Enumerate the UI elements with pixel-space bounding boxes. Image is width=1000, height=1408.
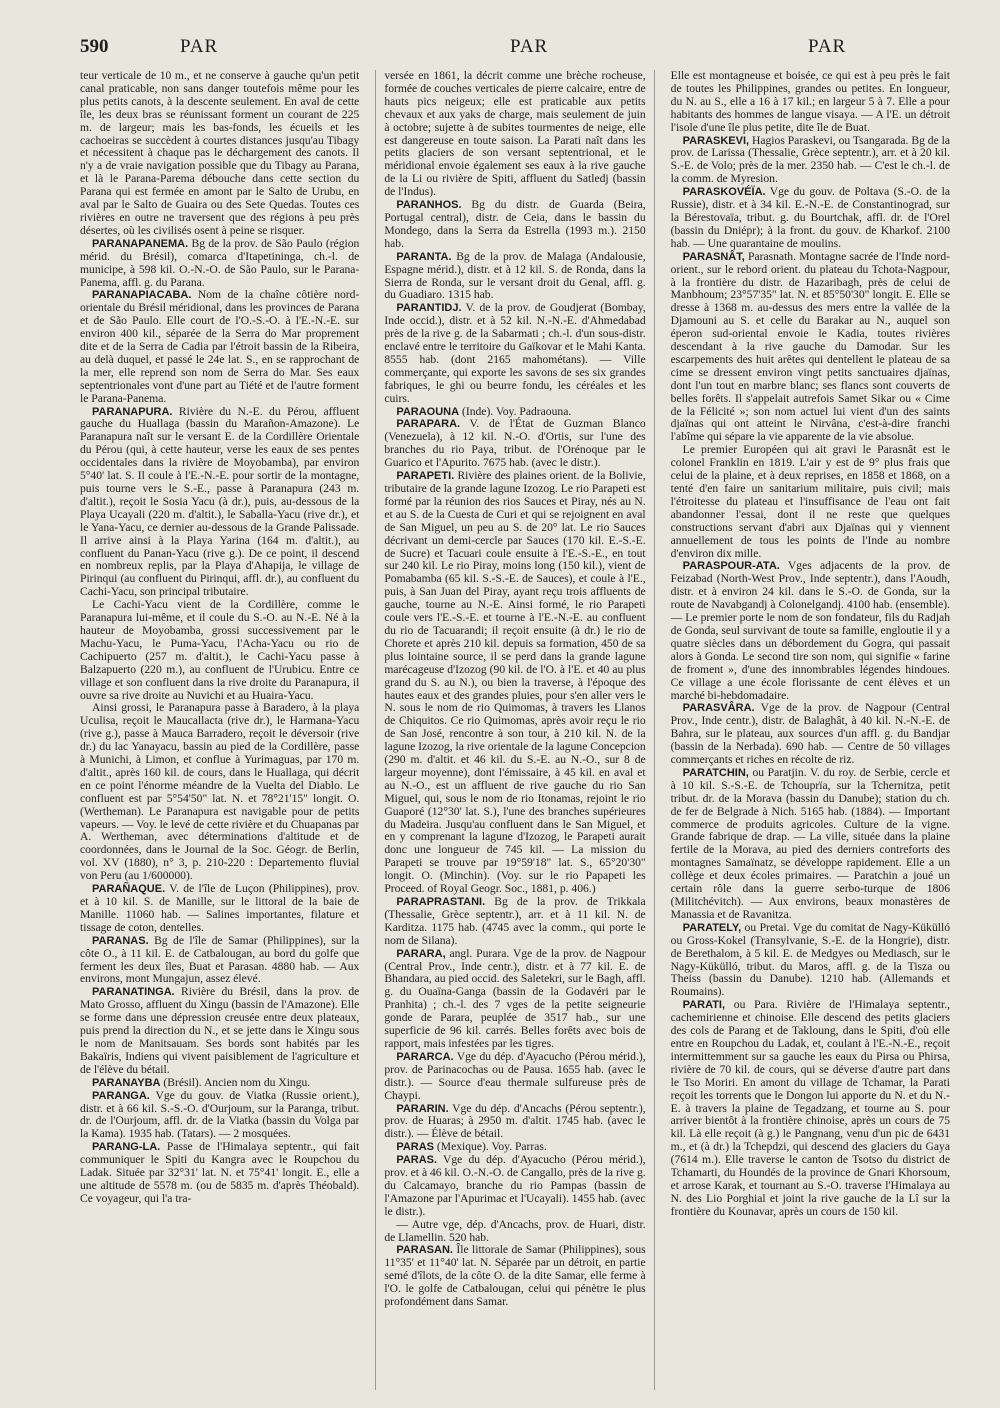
- column-left: [80, 70, 359, 1390]
- entry-headword: PARANTA.: [396, 250, 452, 263]
- entry-text: Nom de la chaîne côtière nord-orientale du Brésil méridional, dans les provinces de Parana et de São Paulo. Elle court de l'O.-S.-O. à l'E.-N.-E. sur environ 400 kil., séparée de la Serra do Mar proprement dite et de la Serra de Cadia par l'étroit bassin de la Ribeira, au delà duquel, et passé le 24e lat. S., en se rapprochant de la mer, elle reprend son nom de Serra do Mar. Ses eaux septentrionales vont d'une part au Tiété et de l'autre forment le Parana-Panema.: [80, 288, 360, 405]
- dictionary-entry: [671, 70, 950, 135]
- entry-text: V. de la prov. de Goudjerat (Bombay, Inde occid.), distr. et à 52 kil. N.-N.-E. d'Ahmedabad près de la rive g. de la Sabarmati ; ch.-l. d'un sous-distr. enclavé entre le territoire du Gaïkovar et le Mahi Kanta. 8555 hab. (dont 2165 mahométans). — Ville commerçante, qui exporte les savons de ses six grandes fabriques, le ghi ou beurre fondu, les céréales et les cuirs.: [384, 301, 646, 405]
- entry-text: versée en 1861, la décrit comme une brèche rocheuse, formée de couches verticales de pierre calcaire, entre de hauts pics neigeux; elle est praticable aux petits chevaux et aux yaks de charge, mais seulement de juin à octobre; sujette à de subites tourmentes de neige, elle est dangereuse en toute saison. La Parati naît dans les petits glaciers de son versant septentrional, et le méridional envoie également ses eaux à la rive gauche de la Li ou rivière de Spiti, affluent du Satledj (bassin de l'Indus).: [384, 70, 646, 199]
- entry-text: V. de l'île de Luçon (Philippines), prov. et à 10 kil. S. de Manille, sur le littoral de la baie de Manille. 11060 hab. — Salines importantes, filature et tissage de coton, dentelles.: [80, 882, 360, 934]
- dictionary-entry: [80, 1141, 359, 1206]
- dictionary-entry: [80, 599, 359, 702]
- column-middle: [375, 70, 654, 1390]
- entry-text: Le premier Européen qui ait gravi le Parasnât est le colonel Franklin en 1819. L'air y est de 9° plus frais que celui de la plaine, et à deux reprises, en 1858 et 1868, on a tenté d'en faire un sanitarium militaire, puis civil; mais l'étroitesse du plateau et l'insuffisance de l'eau ont fait abandonner l'essai, dont il ne reste que quelques constructions servant d'abri aux Djaïnas qui y viennent annuellement de tous les points de l'Inde au nombre d'environ dix mille.: [670, 443, 950, 560]
- entry-headword: PARAPETI.: [396, 470, 455, 483]
- entry-headword: PARANAS.: [92, 934, 149, 947]
- dictionary-entry: [384, 1051, 645, 1103]
- dictionary-entry: [384, 896, 645, 948]
- entry-headword: PARANAPURA.: [92, 405, 173, 418]
- entry-text: (Mexique). Voy. Parras.: [434, 1140, 547, 1154]
- entry-text: Passe de l'Himalaya septentr., qui fait communiquer le Spiti du Kangra avec le Roupchou du Ladak. Située par 32°31' lat. N. et 75°41' longit. E., elle a une altitude de 5578 m. (ou de 5835 m. d'après Théobald). Ce voyageur, qui l'a tra-: [80, 1140, 360, 1205]
- dictionary-entry: [384, 418, 645, 470]
- entry-headword: PARAPARA.: [396, 418, 461, 431]
- entry-text: (Brésil). Ancien nom du Xingu.: [160, 1075, 311, 1089]
- entry-text: angl. Purara. Vge de la prov. de Nagpour (Central Prov., Inde centr.), distr. et à 77 kil. E. de Bhandara, au pied occid. des Saletekri, sur le Bagh, affl. g. du Ouaïna-Ganga (bassin de la Godavéri par le Pranhita) ; ch.-l. des 7 vges de la petite seigneurie gonde de Parara, peuplée de 3517 hab., sur une superficie de 96 kil. carrés. Belles forêts avec bois de rapport, mais infestées par les tigres.: [384, 946, 646, 1050]
- entry-text: Bg de la prov. de Malaga (Andalousie, Espagne mérid.), distr. et à 12 kil. S. de Ronda, dans la Sierra de Ronda, sur le versant droit du Genal, affl. g. du Guadiaro. 1315 hab.: [384, 249, 646, 302]
- dictionary-entry: [80, 935, 359, 987]
- entry-headword: PARANAPIACABA.: [92, 289, 192, 302]
- entry-text: Rivière du N.-E. du Pérou, affluent gauche du Huallaga (bassin du Marañon-Amazone). Le Paranapura naît sur le versant E. de la Cordillère Orientale du Pérou (qui, à cette hauteur, verse les eaux de ses pentes occidentales dans la rivière de Moyobamba), par environ 5°40' lat. S. Il coule à l'E.-N.-E. pour sortir de la montagne, puis tourne vers le S.-E., passe à Paranapura (243 m. d'altit.), reçoit le Sosia Yacu (à dr.), puis, au-dessous de la Playa Ucayali (220 m. d'altit.), le Saballa-Yacu (rive dr.), et le Yana-Yacu, ce dernier au-dessous de la Grande Palissade. Il arrive ainsi à la Playa Yarina (164 m. d'altit.), au confluent du Panan-Yacu (rive g.). De ce point, il descend en nombreux replis, par la Playa d'Ahapija, le village de Pirinqui (au confluent du Pirinqui, affl. dr.), au confluent du Cachi-Yacu, son principal tributaire.: [80, 404, 360, 599]
- dictionary-entry: [384, 1219, 645, 1245]
- entry-text: Rivière des plaines orient. de la Bolivie, tributaire de la grande lagune Izozog. Le rio Parapeti est formé par la réunion des rios Sauces et Piray, nés au N. et au S. de la Cuesta de Curi et qui se rejoignent en aval de San Miguel, un peu au S. de 20° lat. Le rio Sauces décrivant un demi-cercle par Sauces (170 kil. E.-S.-E. de Sucre) et Tacuari coule ensuite à l'E.-S.-E., en tout sur 240 kil. Le rio Piray, moins long (150 kil.), vient de Pomabamba (65 kil. S.-S.-E. de Sauces), et coule à l'E., puis, à San Juan del Piray, ayant reçu trois affluents de gauche, tourne au N.-E. Ainsi formé, le rio Parapeti coule vers l'E.-S.-E. et tourne à l'E.-N.-E. au confluent du rio de Tacuarandi; il reçoit ensuite (à dr.) le rio de Chorete et après 210 kil. depuis sa formation, 450 de sa plus lointaine source, il se perd dans la grande lagune marécageuse d'Izozog (90 kil. de l'O. à l'E. et 40 au plus grand du S. au N.), ou bien la traverse, à l'époque des hautes eaux et des grandes pluies, pour s'en aller vers le N. sous le nom de rio Quimomas, à travers les Llanos de Chiquitos. Ce rio Quimomas, après avoir reçu le rio de San José, rencontre à son tour, à 210 kil. N. de la lagune Izozog, la rive orientale de la lagune Concepcion (290 m. d'altit. et 46 kil. du S.-E. au N.-O., sur 8 de largeur moyenne), dont l'émissaire, à 45 kil. en aval et au N.-O., est un affluent de rive gauche du rio San Miguel, qui, sous le nom de rio Itonamas, rejoint le rio Guaporé (12°30' lat. S.), l'une des branches supérieures du Madeira. Jusqu'au confluent dans le San Miguel, et en y comprenant la lagune d'Izozog, le Parapeti aurait donc une longueur de 745 kil. — La mission du Parapeti se trouve par 19°59'18" lat. S., 65°20'30" longit. O. (Minchin). (Voy. sur le rio Papapeti les Proceed. of Royal Geogr. Soc., 1881, p. 406.): [384, 469, 646, 896]
- dictionary-entry: [671, 922, 950, 999]
- entry-headword: PARANAYBA: [92, 1076, 161, 1089]
- entry-headword: PARANTIDJ.: [396, 302, 462, 315]
- entry-text: Vge du dép. d'Ayacucho (Pérou mérid.), prov. de Parinacochas ou de Pausa. 1655 hab. (avec le distr.). — Source d'eau thermale sulfureuse près de Chaypi.: [384, 1049, 646, 1102]
- entry-headword: PARANHOS.: [396, 199, 462, 212]
- column-right: [671, 70, 950, 1390]
- entry-text: Vge du gouv. de Viatka (Russie orient.), distr. et à 66 kil. S.-S.-O. d'Ourjoum, sur la Paranga, tribut. dr. de l'Ourjoum, affl. dr. de la Viatka (bassin du Volga par la Kama). 1935 hab. (Tatars). — 2 mosquées.: [80, 1088, 360, 1141]
- entry-text: Le Cachi-Yacu vient de la Cordillère, comme le Paranapura lui-même, et il coule du S.-O. au N.-E. Né à la hauteur de Moyobamba, grossi successivement par le Machu-Yacu, le Puma-Yacu, l'Acha-Yacu ou rio de Cachipuerto (257 m. d'altit.), le Cachi-Yacu passe à Balzapuerto (220 m.), au confluent de l'Urubicu. Entre ce village et son confluent dans la rive droite du Paranapura, il ouvre sa rive droite au Nuvichi et au Huaira-Yacu.: [80, 598, 360, 702]
- entry-headword: PARASKOVÉÏA.: [682, 186, 766, 199]
- entry-text: ou Paratjin. V. du roy. de Serbie, cercle et à 10 kil. S.-S.-E. de Tchouprïa, sur la Tchernitza, petit tribut. dr. de la Morava (bassin du Danube); station du ch. de fer de Belgrade à Nich. 5165 hab. (1884). — Important commerce de produits agricoles. Culture de la vigne. Grande fabrique de drap. — La ville, située dans la plaine fertile de la Morava, au pied des derniers contreforts des montagnes Samaïnatz, se développe rapidement. Elle a un collège et deux écoles primaires. — Paratchin a joué un certain rôle dans la guerre serbo-turque de 1806 (Militchévitch). — Aux environs, beaux monastères de Manassia et de Ravanitza.: [670, 765, 950, 921]
- text-columns: [80, 70, 950, 1390]
- entry-headword: PARAS: [396, 1141, 435, 1154]
- entry-text: Hagios Paraskevi, ou Tsangarada. Bg de la prov. de Larissa (Thessalie, Grèce septentr.), arr. et à 20 kil. S.-E. de Volo; près de la mer. 2350 hab. — C'est le ch.-l. de la comm. de Myresion.: [670, 133, 950, 186]
- dictionary-entry: [671, 135, 950, 187]
- entry-headword: PARATCHIN,: [682, 766, 749, 779]
- dictionary-entry: [80, 289, 359, 405]
- entry-text: Rivière du Brésil, dans la prov. de Mato Grosso, affluent du Xingu (bassin de l'Amazone). Elle se forme dans une dépression creusée entre deux plateaux, puis prend la direction du N., et se jette dans le Xingu sous le nom de Manitsauam. Ses bords sont habités par les Bakaïris, Indiens qui vivent paisiblement de l'agriculture et de l'élève du bétail.: [80, 985, 360, 1076]
- entry-headword: PARASAN.: [396, 1244, 453, 1257]
- dictionary-entry: [671, 702, 950, 767]
- entry-text: ou Para. Rivière de l'Himalaya septentr., cachemirienne et chinoise. Elle descend des petits glaciers des cols de Parang et de Takloung, dans le Spiti, d'où elle entre en Roupchou du Ladak, et, coulant à l'E.-N.-E., reçoit intermittemment sur sa gauche les eaux du Pirsa ou Phirsa, rivière de 70 kil. de cours, qui se déverse d'autre part dans le Tso Moriri. En amont du village de Tchamar, la Parati reçoit les torrents que le Dongon lui apporte du N. et du N.-E. à travers la plaine de Tegadzang, et tourne au S. pour arriver bientôt à la frontière chinoise, après un cours de 75 kil. Là elle reçoit (à g.) le Pangnang, venu d'un pic de 6431 m., et (à dr.) la Tchepdzi, qui descend des glaciers du Gaya (7614 m.). Elle traverse le canton de Tsotso du district de Tchamarti, du Houndés de la province de Gnari Khorsoum, et arrose Karak, et tournant au S.-O. traverse l'Himalaya au N. des Lio Porghial et joint la rive gauche de la Lî sur la frontière du Kounavar, après un cours de 150 kil.: [670, 998, 950, 1218]
- entry-text: Vge du dép. d'Ancachs (Pérou septentr.), prov. de Huaras; à 2950 m. d'altit. 1745 hab. (avec le distr.). — Élève de bétail.: [384, 1101, 646, 1141]
- entry-text: Île littorale de Samar (Philippines), sous 11°35' et 11°40' lat. N. Séparée par un détroit, en partie semé d'îlots, de la côte O. de la dite Samar, elle ferme à l'O. le golfe de Catbalougan, celui qui pénètre le plus profondément dans Samar.: [384, 1243, 646, 1309]
- entry-text: teur verticale de 10 m., et ne conserve à gauche qu'un petit canal praticable, non sans danger toutefois même pour les plus petits canots, à la descente seulement. En aval de cette île, les deux bras se réunissant forment un courant de 225 m. de largeur; mais les bas-fonds, les écueils et les cachoeiras se succèdent à courtes distances jusqu'au Tibagy et nécessitent à chaque pas le déchargement des canots. Il n'y a de vraie navigation possible que du Tibagy au Parana, et là le Parana-Parema débouche dans cette section du Parana qui est fermée en amont par le Salto de Urubu, en aval par le Salto de Guaira ou des Sete Quedas. Toutes ces rivières en outre ne traversent que des régions à peu près désertes, où les civilisés osent à peine se risquer.: [80, 70, 360, 237]
- dictionary-entry: [80, 406, 359, 600]
- entry-headword: PARANG-LA.: [92, 1141, 161, 1154]
- entry-text: Elle est montagneuse et boisée, ce qui est à peu près le fait de toutes les Philippines, grandes ou petites. En longueur, du N. au S., elle a 16 à 17 kil.; en largeur 5 à 7. Elle a pour habitants des hommes de langue visaya. — A l'E. un détroit l'isole d'une île plus petite, dite île de Buat.: [670, 70, 950, 134]
- entry-text: V. de l'État de Guzman Blanco (Venezuela), à 12 kil. N.-O. d'Ortis, sur l'une des branches du rio Paya, tribut. de l'Orénoque par le Guarico et l'Apurito. 7675 hab. (avec le distr.).: [384, 417, 646, 470]
- entry-headword: PARANGA.: [92, 1089, 150, 1102]
- entry-headword: PARASVÂRA.: [682, 702, 755, 715]
- dictionary-entry: [671, 251, 950, 445]
- entry-text: Bg de l'île de Samar (Philippines), sur la côte O., à 11 kil. E. de Catbalougan, au bord du golfe que ferment les deux îles, Buat et Parasan. 4880 hab. — Aux environs, mont Mungajun, assez élevé.: [80, 933, 360, 986]
- entry-text: Vge du gouv. de Poltava (S.-O. de la Russie), distr. et à 34 kil. E.-N.-E. de Constantinograd, sur la Bérestovaïa, tribut. g. du Bourtchak, affl. dr. de l'Orel (bassin du Dniépr); à la front. du gouv. de Kharkof. 2100 hab. — Une quarantaine de moulins.: [670, 185, 950, 250]
- running-head-right: PAR: [808, 36, 847, 57]
- entry-headword: PARARCA.: [396, 1050, 454, 1063]
- dictionary-entry: [671, 186, 950, 251]
- dictionary-entry: [384, 70, 645, 199]
- running-head-left: PAR: [180, 36, 219, 57]
- entry-headword: PARATI,: [682, 999, 726, 1012]
- entry-headword: PARAS.: [396, 1154, 438, 1167]
- dictionary-entry: [80, 702, 359, 883]
- dictionary-entry: [80, 883, 359, 935]
- dictionary-entry: [384, 1103, 645, 1142]
- entry-headword: PARANATINGA.: [92, 986, 175, 999]
- dictionary-entry: [80, 1090, 359, 1142]
- entry-headword: PARASPOUR-ATA.: [682, 560, 780, 573]
- entry-headword: PARAÑAQUE.: [92, 883, 166, 896]
- entry-text: Bg du distr. de Guarda (Beira, Portugal central), distr. de Ceia, dans le bassin du Mondego, dans la Serra da Estrella (1993 m.). 2150 hab.: [384, 198, 646, 250]
- entry-text: (Inde). Voy. Padraouna.: [459, 404, 572, 418]
- entry-text: Bg de la prov. de Trikkala (Thessalie, Grèce septentr.), arr. et à 11 kil. N. de Karditza. 1175 hab. (4745 avec la comm., qui porte le nom de Silana).: [384, 895, 646, 947]
- dictionary-entry: [384, 470, 645, 896]
- dictionary-entry: [384, 948, 645, 1051]
- dictionary-entry: [671, 560, 950, 702]
- running-head-center: PAR: [510, 36, 549, 57]
- dictionary-entry: [671, 767, 950, 922]
- dictionary-entry: [671, 999, 950, 1218]
- entry-headword: PARAPRASTANI.: [396, 896, 486, 908]
- dictionary-entry: [384, 1154, 645, 1219]
- dictionary-entry: [80, 70, 359, 238]
- entry-text: Vge de la prov. de Nagpour (Central Prov., Inde centr.), distr. de Balaghât, à 40 kil. N.-N.-E. de Bahra, sur le plateau, aux sources d'un affl. g. du Bandjar (bassin de la Nerbada). 690 hab. — Centre de 50 villages commerçants et riches en récolte de riz.: [670, 701, 950, 767]
- entry-headword: PARANAPANEMA.: [92, 237, 189, 250]
- entry-text: Bg de la prov. de São Paulo (région mérid. du Brésil), comarca d'Itapetininga, ch.-l. de municipe, à 598 kil. O.-N.-O. de São Paulo, sur le Parana-Panema, affl. g. du Parana.: [80, 236, 360, 289]
- entry-text: Ainsi grossi, le Paranapura passe à Baradero, à la playa Uculisa, reçoit le Maucallacta (rive dr.), le Harmana-Yacu (rive g.), passe à Mauca Barradero, reçoit le déversoir (rive dr.) du lac Yanayacu, bassin au pied de la Cordillère, passe à Munichi, à Limon, et conflue à Yurimaguas, par 170 m. d'altit., après 160 kil. de cours, dans le Huallaga, qui décrit en ce point l'énorme méandre de la Vuelta del Diablo. Le confluent est par 5°54'50" lat. N. et 78°21'15" longit. O. (Wertheman). Le Paranapura est navigable pour de petits vapeurs. — Voy. le levé de cette rivière et du Chuapanas par A. Wertheman, avec déterminations d'altitude et de coordonnées, dans le Journal de la Soc. Géogr. de Berlin, vol. XV (1880), n° 3, p. 210-220 : Departemento fluvial von Peru (au 1/600000).: [80, 701, 360, 883]
- entry-text: Parasnath. Montagne sacrée de l'Inde nord-orient., sur le rebord orient. du plateau du Tchota-Nagpour, à la frontière du distr. de Hazaribagh, près de celui de Manbhoum; 23°57'35" lat. N. et 85°50'30" longit. E. Elle se dresse à 1368 m. au-dessus des mers entre la vallée de la Djamouni au S. et celle du Barakar au N., auquel son éperon sud-oriental envoie le Kadia, toutes rivières descendant à la rive gauche du Damodar. Sur les escarpements des huit arêtes qui dentellent le plateau de sa cime se dressent environ vingt petits sanctuaires djaïnas, dont l'un tout en marbre blanc; ses flancs sont couverts de belles forêts. Il s'appelait autrefois Samet Sikar ou « Cime de la Félicité »; son nom actuel lui vient d'un des saints djaïnas qui ont atteint le Nirvâna, c'est-à-dire franchi l'abîme qui sépare la vie apparente de la vie absolue.: [670, 249, 950, 444]
- entry-headword: PARARA,: [396, 947, 446, 960]
- dictionary-entry: [80, 986, 359, 1076]
- page-number: 590: [80, 36, 109, 57]
- entry-headword: PARASNÂT,: [682, 250, 745, 263]
- entry-text: Vge du dép. d'Ayacucho (Pérou mérid.), prov. et à 46 kil. O.-N.-O. de Cangallo, près de la rive g. du Calcamayo, branche du rio Pampas (bassin de l'Amazone par l'Apurimac et l'Ucayali). 1455 hab. (avec le distr.).: [384, 1153, 646, 1218]
- entry-text: — Autre vge, dép. d'Ancachs, prov. de Huari, distr. de Llamellin. 520 hab.: [384, 1217, 646, 1244]
- dictionary-entry: [80, 238, 359, 290]
- entry-text: ou Pretai. Vge du comitat de Nagy-Kükülló ou Gross-Kokel (Transylvanie, S.-E. de la Hongrie), distr. de Berethalom, à 5 kil. E. de Medgyes ou Mediasch, sur le Nagy-Kükülló, tribut. du Maros, affl. g. de la Tisza ou Theiss (bassin du Danube). 1210 hab. (Allemands et Roumains).: [670, 920, 950, 999]
- dictionary-entry: [384, 199, 645, 251]
- entry-headword: PARATELY,: [682, 921, 742, 934]
- dictionary-entry: [384, 302, 645, 405]
- entry-headword: PARASKEVI,: [682, 134, 750, 147]
- dictionary-entry: [384, 1244, 645, 1309]
- entry-headword: PARAOUNA: [396, 405, 460, 418]
- dictionary-entry: [671, 444, 950, 560]
- entry-text: Vges adjacents de la prov. de Feizabad (North-West Prov., Inde septentr.), dans l'Aoudh, distr. et à environ 24 kil. dans le S.-O. de Gonda, sur la route de Navabgandj à Colonelgandj. 4100 hab. (ensemble). — Le premier porte le nom de son fondateur, fils du Radjah de Gonda, seul survivant de toute sa famille, engloutie il y a quatre siècles dans un débordement du Gogra, qui passait alors à Gonda. Le second tire son nom, qui signifie « farine de froment », d'une des innombrables légendes hindoues. Ce village a une école florissante de cent élèves et un marché bi-hebdomadaire.: [670, 559, 950, 702]
- dictionary-entry: [384, 251, 645, 303]
- page-header: [80, 30, 950, 70]
- entry-headword: PARARIN.: [396, 1102, 449, 1115]
